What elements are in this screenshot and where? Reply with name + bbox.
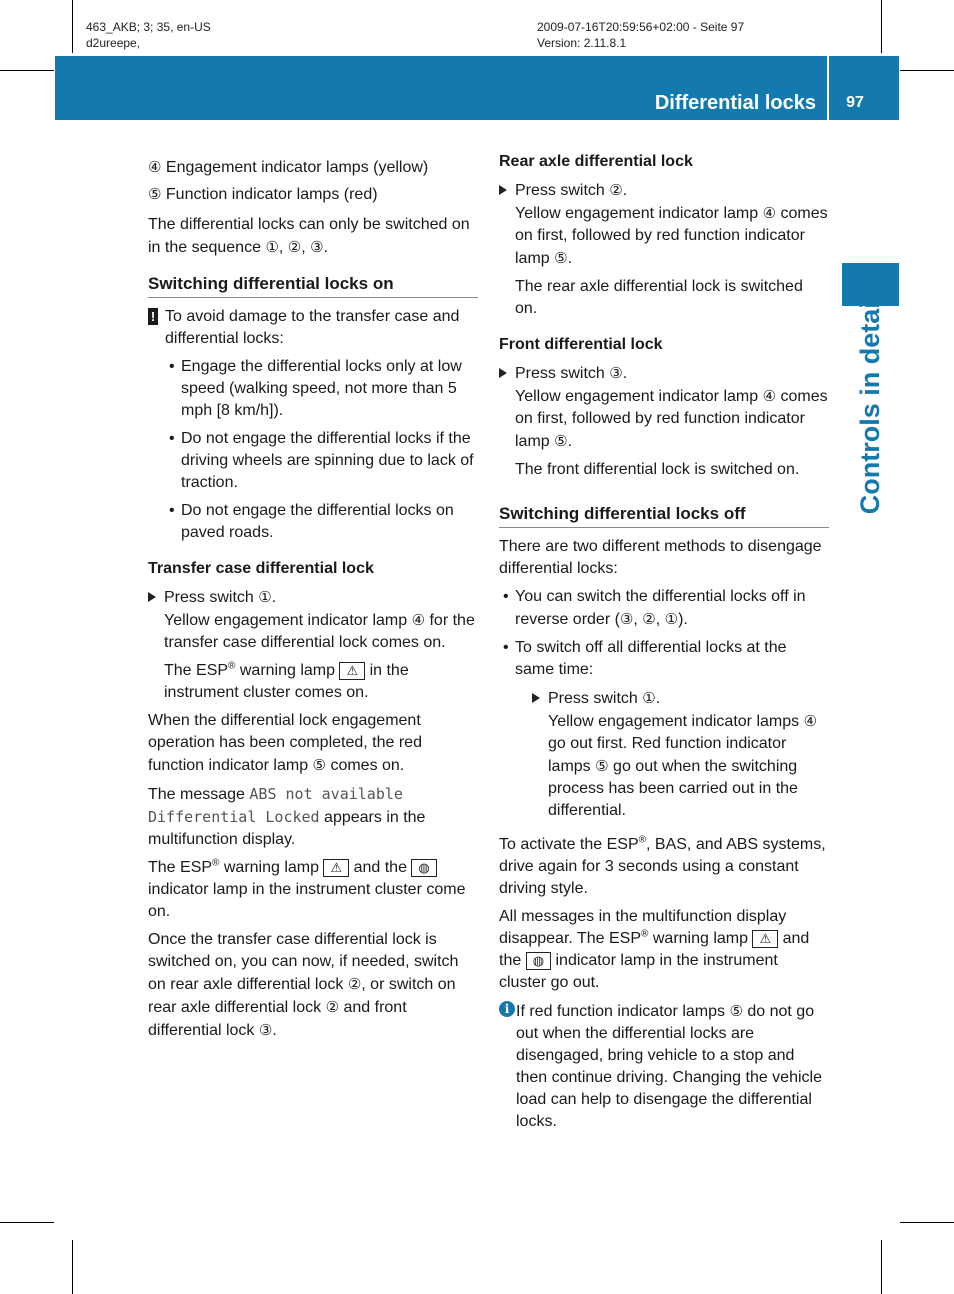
paragraph: The message ABS not available Differential Locked appears in the multifunction display. <box>148 785 426 848</box>
page-number: 97 <box>846 94 864 111</box>
list-item: • Do not engage the differential locks if the driving wheels are spinning due to lack of traction. <box>169 430 474 491</box>
step-arrow-icon <box>499 368 507 378</box>
legend-text: Engagement indicator lamps (yellow) <box>165 159 429 176</box>
step-arrow-icon <box>148 592 156 602</box>
ref-number: ② <box>287 238 302 256</box>
crop-mark <box>72 1240 73 1294</box>
abs-lamp-icon: ◍ <box>411 859 436 877</box>
ref-number: ④ <box>762 387 777 405</box>
ref-number: ① <box>642 689 656 707</box>
meta-file: 463_AKB; 3; 35, en-US <box>86 20 211 34</box>
paragraph: Once the transfer case differential lock is switched on, you can now, if needed, switch on rear axle differential lock ②, or switch on rear axle differential lock ② and front differential lock ③. <box>148 931 459 1039</box>
meta-version: Version: 2.11.8.1 <box>537 36 627 50</box>
print-meta-right <box>537 19 744 51</box>
paragraph: All messages in the multifunction display disappear. The ESP® warning lamp ⚠ and the ◍ indicator lamp in the instrument cluster go out. <box>499 908 810 991</box>
warning-text: To avoid damage to the transfer case and differential locks: <box>165 308 460 347</box>
page-title: Differential locks <box>654 92 816 114</box>
ref-number: ⑤ <box>554 249 568 267</box>
ref-number: ⑤ <box>595 757 609 775</box>
ref-number: ① <box>258 588 272 606</box>
warning-lamp-icon: ⚠ <box>323 859 349 877</box>
ref-number: ④ <box>148 158 162 176</box>
ref-number: ① <box>265 238 279 256</box>
subheading: Transfer case differential lock <box>148 560 374 577</box>
ref-number: ③ <box>609 364 623 382</box>
crop-mark <box>900 70 954 71</box>
left-column <box>148 156 478 1048</box>
legend-item <box>148 156 478 179</box>
paragraph: When the differential lock engagement operation has been completed, the red function indicator lamp ⑤ comes on. <box>148 712 422 774</box>
paragraph: There are two different methods to disengage differential locks: <box>499 538 822 577</box>
ref-number: ② <box>642 610 656 628</box>
ref-number: ② <box>325 998 340 1016</box>
side-tab <box>850 293 890 515</box>
ref-number: ⑤ <box>729 1002 743 1020</box>
ref-number: ④ <box>803 712 818 730</box>
warning-note <box>148 306 478 350</box>
step-result: Yellow engagement indicator lamp ④ comes on first, followed by red function indicator lamp ⑤. <box>515 204 828 267</box>
print-meta-left <box>86 19 211 51</box>
ref-number: ② <box>609 181 623 199</box>
step-result: The rear axle differential lock is switched on. <box>515 278 803 317</box>
list-item: • Do not engage the differential locks on paved roads. <box>169 502 454 541</box>
warning-lamp-icon: ⚠ <box>752 930 778 948</box>
abs-lamp-icon: ◍ <box>526 952 551 970</box>
ref-number: ④ <box>762 204 777 222</box>
legend-item <box>148 183 478 206</box>
crop-mark <box>881 1240 882 1294</box>
info-note: i If red function indicator lamps ⑤ do not go out when the differential locks are disengaged, bring vehicle to a stop and then continue driving. Changing the vehicle load can help to disengage the differential locks. <box>499 1000 829 1133</box>
ref-number: ③ <box>310 238 324 256</box>
ref-number: ④ <box>411 611 426 629</box>
side-tab-label: Controls in detail <box>854 293 885 515</box>
step-result: Yellow engagement indicator lamps ④ go out first. Red function indicator lamps ⑤ go out when the switching process has been carried out in the differential. <box>548 712 818 819</box>
section-heading: Switching differential locks on <box>148 273 478 298</box>
info-icon: i <box>499 1001 515 1017</box>
ref-number: ③ <box>258 1021 273 1039</box>
ref-number: ③ <box>619 610 634 628</box>
ref-number: ⑤ <box>554 432 568 450</box>
list-item: • You can switch the differential locks off in reverse order (③, ②, ①). <box>503 588 806 628</box>
step-item: Press switch ③. <box>499 362 829 385</box>
step-item: Press switch ②. <box>499 179 829 202</box>
step-result: Yellow engagement indicator lamp ④ for the transfer case differential lock comes on. <box>164 611 475 651</box>
sequence-paragraph: The differential locks can only be switched on in the sequence ①, ②, ③. <box>148 216 470 256</box>
step-item: Press switch ①. <box>148 586 478 609</box>
ref-number: ⑤ <box>148 185 162 203</box>
ref-number: ① <box>664 610 679 628</box>
display-message: ABS not available Differential Locked <box>148 785 403 826</box>
ref-number: ② <box>347 975 362 993</box>
paragraph: The ESP® warning lamp ⚠ and the ◍ indicator lamp in the instrument cluster come on. <box>148 857 466 920</box>
step-arrow-icon <box>499 185 507 195</box>
step-result: Yellow engagement indicator lamp ④ comes on first, followed by red function indicator lamp ⑤. <box>515 387 828 450</box>
crop-mark <box>0 1222 54 1223</box>
crop-mark <box>72 0 73 53</box>
ref-number: ⑤ <box>312 756 326 774</box>
crop-mark <box>900 1222 954 1223</box>
paragraph: To activate the ESP®, BAS, and ABS systems, drive again for 3 seconds using a constant driving style. <box>499 834 826 897</box>
section-heading: Switching differential locks off <box>499 503 829 528</box>
list-item: • To switch off all differential locks at the same time: <box>503 639 787 678</box>
crop-mark <box>0 70 54 71</box>
crop-mark <box>881 0 882 53</box>
step-arrow-icon <box>532 693 540 703</box>
legend-text: Function indicator lamps (red) <box>165 186 378 203</box>
step-result: The ESP® warning lamp ⚠ in the instrument cluster comes on. <box>164 660 409 701</box>
subheading: Rear axle differential lock <box>499 153 693 170</box>
right-column <box>499 151 829 1139</box>
step-result: The front differential lock is switched on. <box>515 461 800 478</box>
meta-timestamp: 2009-07-16T20:59:56+02:00 - Seite 97 <box>537 20 745 34</box>
list-item: • Engage the differential locks only at low speed (walking speed, not more than 5 mph [8 km/h]). <box>169 358 462 419</box>
warning-icon: ! <box>148 308 158 325</box>
meta-user: d2ureepe, <box>86 36 141 50</box>
step-item: Press switch ①. <box>499 687 829 710</box>
subheading: Front differential lock <box>499 336 663 353</box>
warning-lamp-icon: ⚠ <box>339 662 365 680</box>
